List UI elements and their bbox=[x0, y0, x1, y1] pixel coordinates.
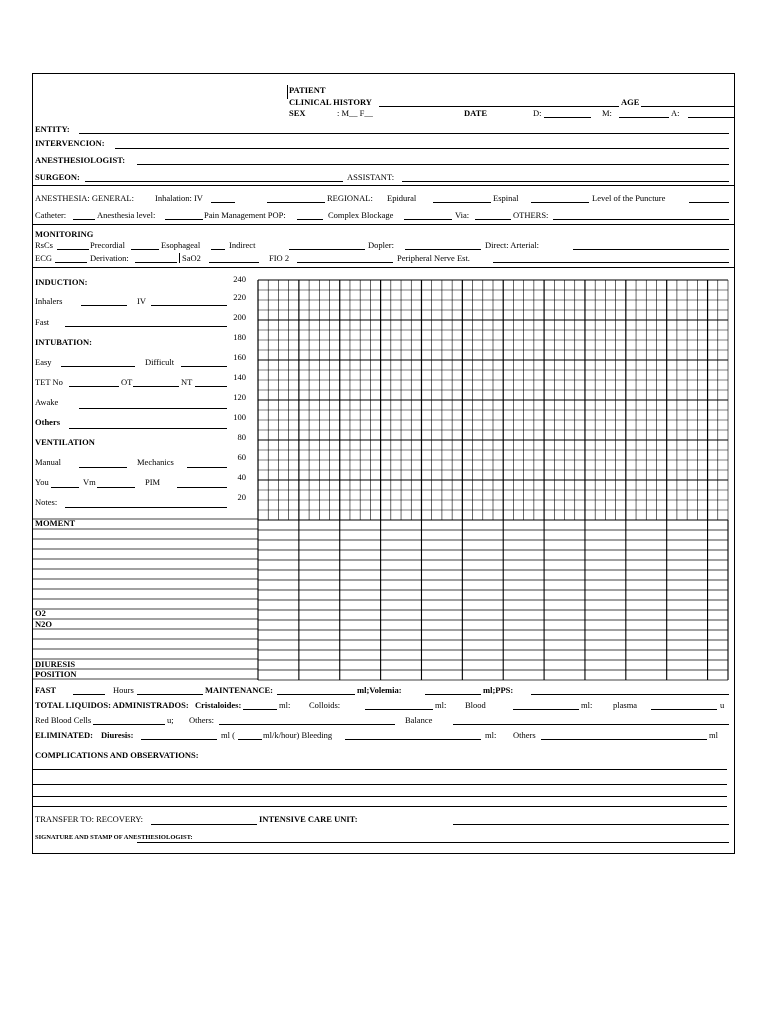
regional-label: REGIONAL: bbox=[327, 193, 373, 203]
anesthesia-level-label: Anesthesia level: bbox=[97, 210, 156, 220]
sao2-label: SaO2 bbox=[182, 253, 201, 263]
bleeding-field[interactable] bbox=[345, 739, 481, 740]
tet-no-field[interactable] bbox=[69, 386, 119, 387]
manual-label: Manual bbox=[35, 457, 61, 467]
diuresis-field[interactable] bbox=[141, 739, 217, 740]
blood-label: Blood bbox=[465, 700, 486, 710]
intervention-label: INTERVENCION: bbox=[35, 138, 105, 148]
espinal-label: Espinal bbox=[493, 193, 519, 203]
sao2-field[interactable] bbox=[209, 262, 259, 263]
balance-label: Balance bbox=[405, 715, 433, 725]
others-eliminated-label: Others bbox=[513, 730, 536, 740]
pim-field[interactable] bbox=[177, 487, 227, 488]
eliminated-label: ELIMINATED: bbox=[35, 730, 93, 740]
epidural-label: Epidural bbox=[387, 193, 417, 203]
cristaloides-field[interactable] bbox=[243, 709, 277, 710]
level-puncture-field[interactable] bbox=[689, 202, 729, 203]
diuresis-row-label: DIURESIS bbox=[35, 659, 76, 669]
date-label: DATE bbox=[464, 108, 487, 118]
manual-field[interactable] bbox=[79, 467, 127, 468]
precordial-label: Precordial bbox=[90, 240, 125, 250]
y-tick-80: 80 bbox=[237, 432, 246, 442]
inhalers-label: Inhalers bbox=[35, 296, 63, 306]
epidural-field[interactable] bbox=[433, 202, 491, 203]
sex-options[interactable]: : M__ F__ bbox=[337, 108, 373, 118]
inhalation-iv-label: Inhalation: IV bbox=[155, 193, 203, 203]
y-tick-180: 180 bbox=[233, 332, 246, 342]
complications-line-2[interactable] bbox=[33, 784, 727, 785]
balance-field[interactable] bbox=[453, 724, 729, 725]
fio2-field[interactable] bbox=[297, 262, 393, 263]
peripheral-nerve-label: Peripheral Nerve Est. bbox=[397, 253, 470, 263]
section-divider bbox=[33, 224, 734, 225]
catheter-field[interactable] bbox=[73, 219, 95, 220]
level-puncture-label: Level of the Puncture bbox=[592, 193, 666, 203]
rbc-label: Red Blood Cells bbox=[35, 715, 92, 725]
date-month-field[interactable] bbox=[619, 117, 669, 118]
y-tick-160: 160 bbox=[233, 352, 246, 362]
blood-field[interactable] bbox=[513, 709, 579, 710]
pain-management-field[interactable] bbox=[297, 219, 323, 220]
y-tick-240: 240 bbox=[233, 274, 246, 284]
maintenance-field[interactable] bbox=[277, 694, 355, 695]
notes-field[interactable] bbox=[65, 507, 227, 508]
ml-volemia-label: ml;Volemia: bbox=[357, 685, 402, 695]
age-label: AGE bbox=[621, 97, 640, 107]
sex-label: SEX bbox=[289, 108, 306, 118]
icu-field[interactable] bbox=[453, 824, 729, 825]
dopler-field[interactable] bbox=[405, 249, 481, 250]
you-field[interactable] bbox=[51, 487, 79, 488]
row-divider bbox=[179, 253, 180, 263]
awake-field[interactable] bbox=[79, 408, 227, 409]
notes-label: Notes: bbox=[35, 497, 58, 507]
inhalers-field[interactable] bbox=[81, 305, 127, 306]
u-2-label: u; bbox=[167, 715, 174, 725]
nt-label: NT bbox=[181, 377, 193, 387]
y-tick-120: 120 bbox=[233, 392, 246, 402]
ml-4-label: ml: bbox=[485, 730, 497, 740]
ml-k-hour-bleeding-label: ml/k/hour) Bleeding bbox=[263, 730, 333, 740]
dopler-label: Dopler: bbox=[368, 240, 394, 250]
y-tick-200: 200 bbox=[233, 312, 246, 322]
section-divider bbox=[33, 185, 734, 186]
complications-line-4[interactable] bbox=[33, 806, 727, 807]
moment-row-lines bbox=[32, 518, 260, 680]
complications-label: COMPLICATIONS AND OBSERVATIONS: bbox=[35, 750, 199, 760]
difficult-field[interactable] bbox=[181, 366, 227, 367]
y-tick-20: 20 bbox=[237, 492, 246, 502]
o2-label: O2 bbox=[35, 608, 46, 618]
assistant-label: ASSISTANT: bbox=[347, 172, 395, 182]
entity-label: ENTITY: bbox=[35, 124, 70, 134]
patient-label: PATIENT bbox=[289, 85, 326, 95]
via-label: Via: bbox=[455, 210, 470, 220]
derivation-field[interactable] bbox=[135, 262, 177, 263]
ml-3-label: ml: bbox=[581, 700, 593, 710]
complex-blockage-label: Complex Blockage bbox=[328, 210, 394, 220]
n2o-label: N2O bbox=[35, 619, 52, 629]
y-tick-40: 40 bbox=[237, 472, 246, 482]
intubation-label: INTUBATION: bbox=[35, 337, 92, 347]
rscs-label: RsCs bbox=[35, 240, 53, 250]
difficult-label: Difficult bbox=[145, 357, 175, 367]
ot-label: OT bbox=[121, 377, 133, 387]
via-field[interactable] bbox=[475, 219, 511, 220]
peripheral-nerve-field[interactable] bbox=[493, 262, 729, 263]
monitoring-title: MONITORING bbox=[35, 229, 94, 239]
fast-field[interactable] bbox=[65, 326, 227, 327]
nt-field[interactable] bbox=[195, 386, 227, 387]
espinal-field[interactable] bbox=[531, 202, 589, 203]
indirect-field[interactable] bbox=[289, 249, 365, 250]
hours-field[interactable] bbox=[137, 694, 203, 695]
y-tick-60: 60 bbox=[237, 452, 246, 462]
fast-label: Fast bbox=[35, 317, 50, 327]
assistant-field[interactable] bbox=[402, 181, 729, 182]
rscs-field[interactable] bbox=[57, 249, 89, 250]
ml-paren-label: ml ( bbox=[221, 730, 235, 740]
date-day-label: D: bbox=[533, 108, 542, 118]
icu-label: INTENSIVE CARE UNIT: bbox=[259, 814, 358, 824]
easy-field[interactable] bbox=[61, 366, 135, 367]
colloids-field[interactable] bbox=[365, 709, 433, 710]
fast-fluids-field[interactable] bbox=[73, 694, 105, 695]
others-field[interactable] bbox=[553, 219, 729, 220]
transfer-recovery-label: TRANSFER TO: RECOVERY: bbox=[35, 814, 144, 824]
ecg-field[interactable] bbox=[55, 262, 87, 263]
general-extra-field[interactable] bbox=[267, 202, 325, 203]
esophageal-field[interactable] bbox=[211, 249, 225, 250]
you-label: You bbox=[35, 477, 49, 487]
total-liquids-label: TOTAL LIQUIDOS: ADMINISTRADOS: bbox=[35, 700, 189, 710]
entity-field[interactable] bbox=[79, 133, 729, 134]
others-intubation-label: Others bbox=[35, 417, 61, 427]
tet-no-label: TET No bbox=[35, 377, 63, 387]
vm-label: Vm bbox=[83, 477, 96, 487]
iv-label: IV bbox=[137, 296, 146, 306]
anesthesiologist-label: ANESTHESIOLOGIST: bbox=[35, 155, 126, 165]
age-field[interactable] bbox=[641, 106, 735, 107]
pim-label: PIM bbox=[145, 477, 161, 487]
inhalation-iv-field[interactable] bbox=[211, 202, 235, 203]
hours-label: Hours bbox=[113, 685, 134, 695]
mechanics-label: Mechanics bbox=[137, 457, 174, 467]
rbc-field[interactable] bbox=[93, 724, 165, 725]
indirect-label: Indirect bbox=[229, 240, 256, 250]
plasma-label: plasma bbox=[613, 700, 638, 710]
ml-pps-label: ml;PPS: bbox=[483, 685, 514, 695]
others-intubation-field[interactable] bbox=[69, 428, 227, 429]
signature-field[interactable] bbox=[137, 842, 729, 843]
pps-field[interactable] bbox=[531, 694, 729, 695]
section-divider bbox=[33, 267, 734, 268]
recovery-field[interactable] bbox=[151, 824, 257, 825]
clinical-history-field[interactable] bbox=[379, 106, 619, 107]
date-year-label: A: bbox=[671, 108, 680, 118]
ecg-label: ECG bbox=[35, 253, 52, 263]
anesthesia-level-field[interactable] bbox=[165, 219, 203, 220]
iv-field[interactable] bbox=[151, 305, 227, 306]
y-tick-220: 220 bbox=[233, 292, 246, 302]
moment-label: MOMENT bbox=[35, 518, 76, 528]
ventilation-label: VENTILATION bbox=[35, 437, 95, 447]
esophageal-label: Esophageal bbox=[161, 240, 201, 250]
others-eliminated-field[interactable] bbox=[541, 739, 707, 740]
ml-5-label: ml bbox=[709, 730, 718, 740]
y-tick-100: 100 bbox=[233, 412, 246, 422]
fast-fluids-label: FAST bbox=[35, 685, 57, 695]
position-row-label: POSITION bbox=[35, 669, 77, 679]
awake-label: Awake bbox=[35, 397, 59, 407]
ml-1-label: ml: bbox=[279, 700, 291, 710]
ot-field[interactable] bbox=[133, 386, 179, 387]
anesthesia-general-label: ANESTHESIA: GENERAL: bbox=[35, 193, 134, 203]
complications-line-3[interactable] bbox=[33, 796, 727, 797]
date-year-field[interactable] bbox=[688, 117, 735, 118]
fio2-label: FIO 2 bbox=[269, 253, 290, 263]
signature-label: SIGNATURE AND STAMP OF ANESTHESIOLOGIST: bbox=[35, 834, 193, 841]
easy-label: Easy bbox=[35, 357, 52, 367]
derivation-label: Derivation: bbox=[90, 253, 129, 263]
colloids-label: Colloids: bbox=[309, 700, 341, 710]
plasma-field[interactable] bbox=[651, 709, 717, 710]
intervention-field[interactable] bbox=[115, 148, 729, 149]
mechanics-field[interactable] bbox=[187, 467, 227, 468]
precordial-field[interactable] bbox=[131, 249, 159, 250]
y-tick-140: 140 bbox=[233, 372, 246, 382]
volemia-field[interactable] bbox=[425, 694, 481, 695]
pain-management-label: Pain Management POP: bbox=[204, 210, 286, 220]
ml-2-label: ml: bbox=[435, 700, 447, 710]
header-divider bbox=[287, 85, 288, 99]
ml-k-hour-field[interactable] bbox=[238, 739, 262, 740]
diuresis-label: Diuresis: bbox=[101, 730, 134, 740]
vm-field[interactable] bbox=[97, 487, 135, 488]
maintenance-label: MAINTENANCE: bbox=[205, 685, 273, 695]
direct-arterial-label: Direct: Arterial: bbox=[485, 240, 540, 250]
surgeon-label: SURGEON: bbox=[35, 172, 80, 182]
cristaloides-label: Cristaloides: bbox=[195, 700, 242, 710]
clinical-history-label: CLINICAL HISTORY bbox=[289, 97, 372, 107]
others-fluids-field[interactable] bbox=[219, 724, 395, 725]
anesthesiologist-field[interactable] bbox=[137, 164, 729, 165]
others-label: OTHERS: bbox=[513, 210, 549, 220]
grid-lines bbox=[258, 280, 728, 680]
surgeon-field[interactable] bbox=[85, 181, 343, 182]
induction-label: INDUCTION: bbox=[35, 277, 88, 287]
date-day-field[interactable] bbox=[544, 117, 591, 118]
complications-line-1[interactable] bbox=[33, 769, 727, 770]
vital-signs-grid[interactable] bbox=[257, 279, 729, 681]
complex-blockage-field[interactable] bbox=[404, 219, 452, 220]
u-1-label: u bbox=[720, 700, 725, 710]
direct-arterial-field[interactable] bbox=[573, 249, 729, 250]
date-month-label: M: bbox=[602, 108, 612, 118]
others-fluids-label: Others: bbox=[189, 715, 215, 725]
catheter-label: Catheter: bbox=[35, 210, 67, 220]
